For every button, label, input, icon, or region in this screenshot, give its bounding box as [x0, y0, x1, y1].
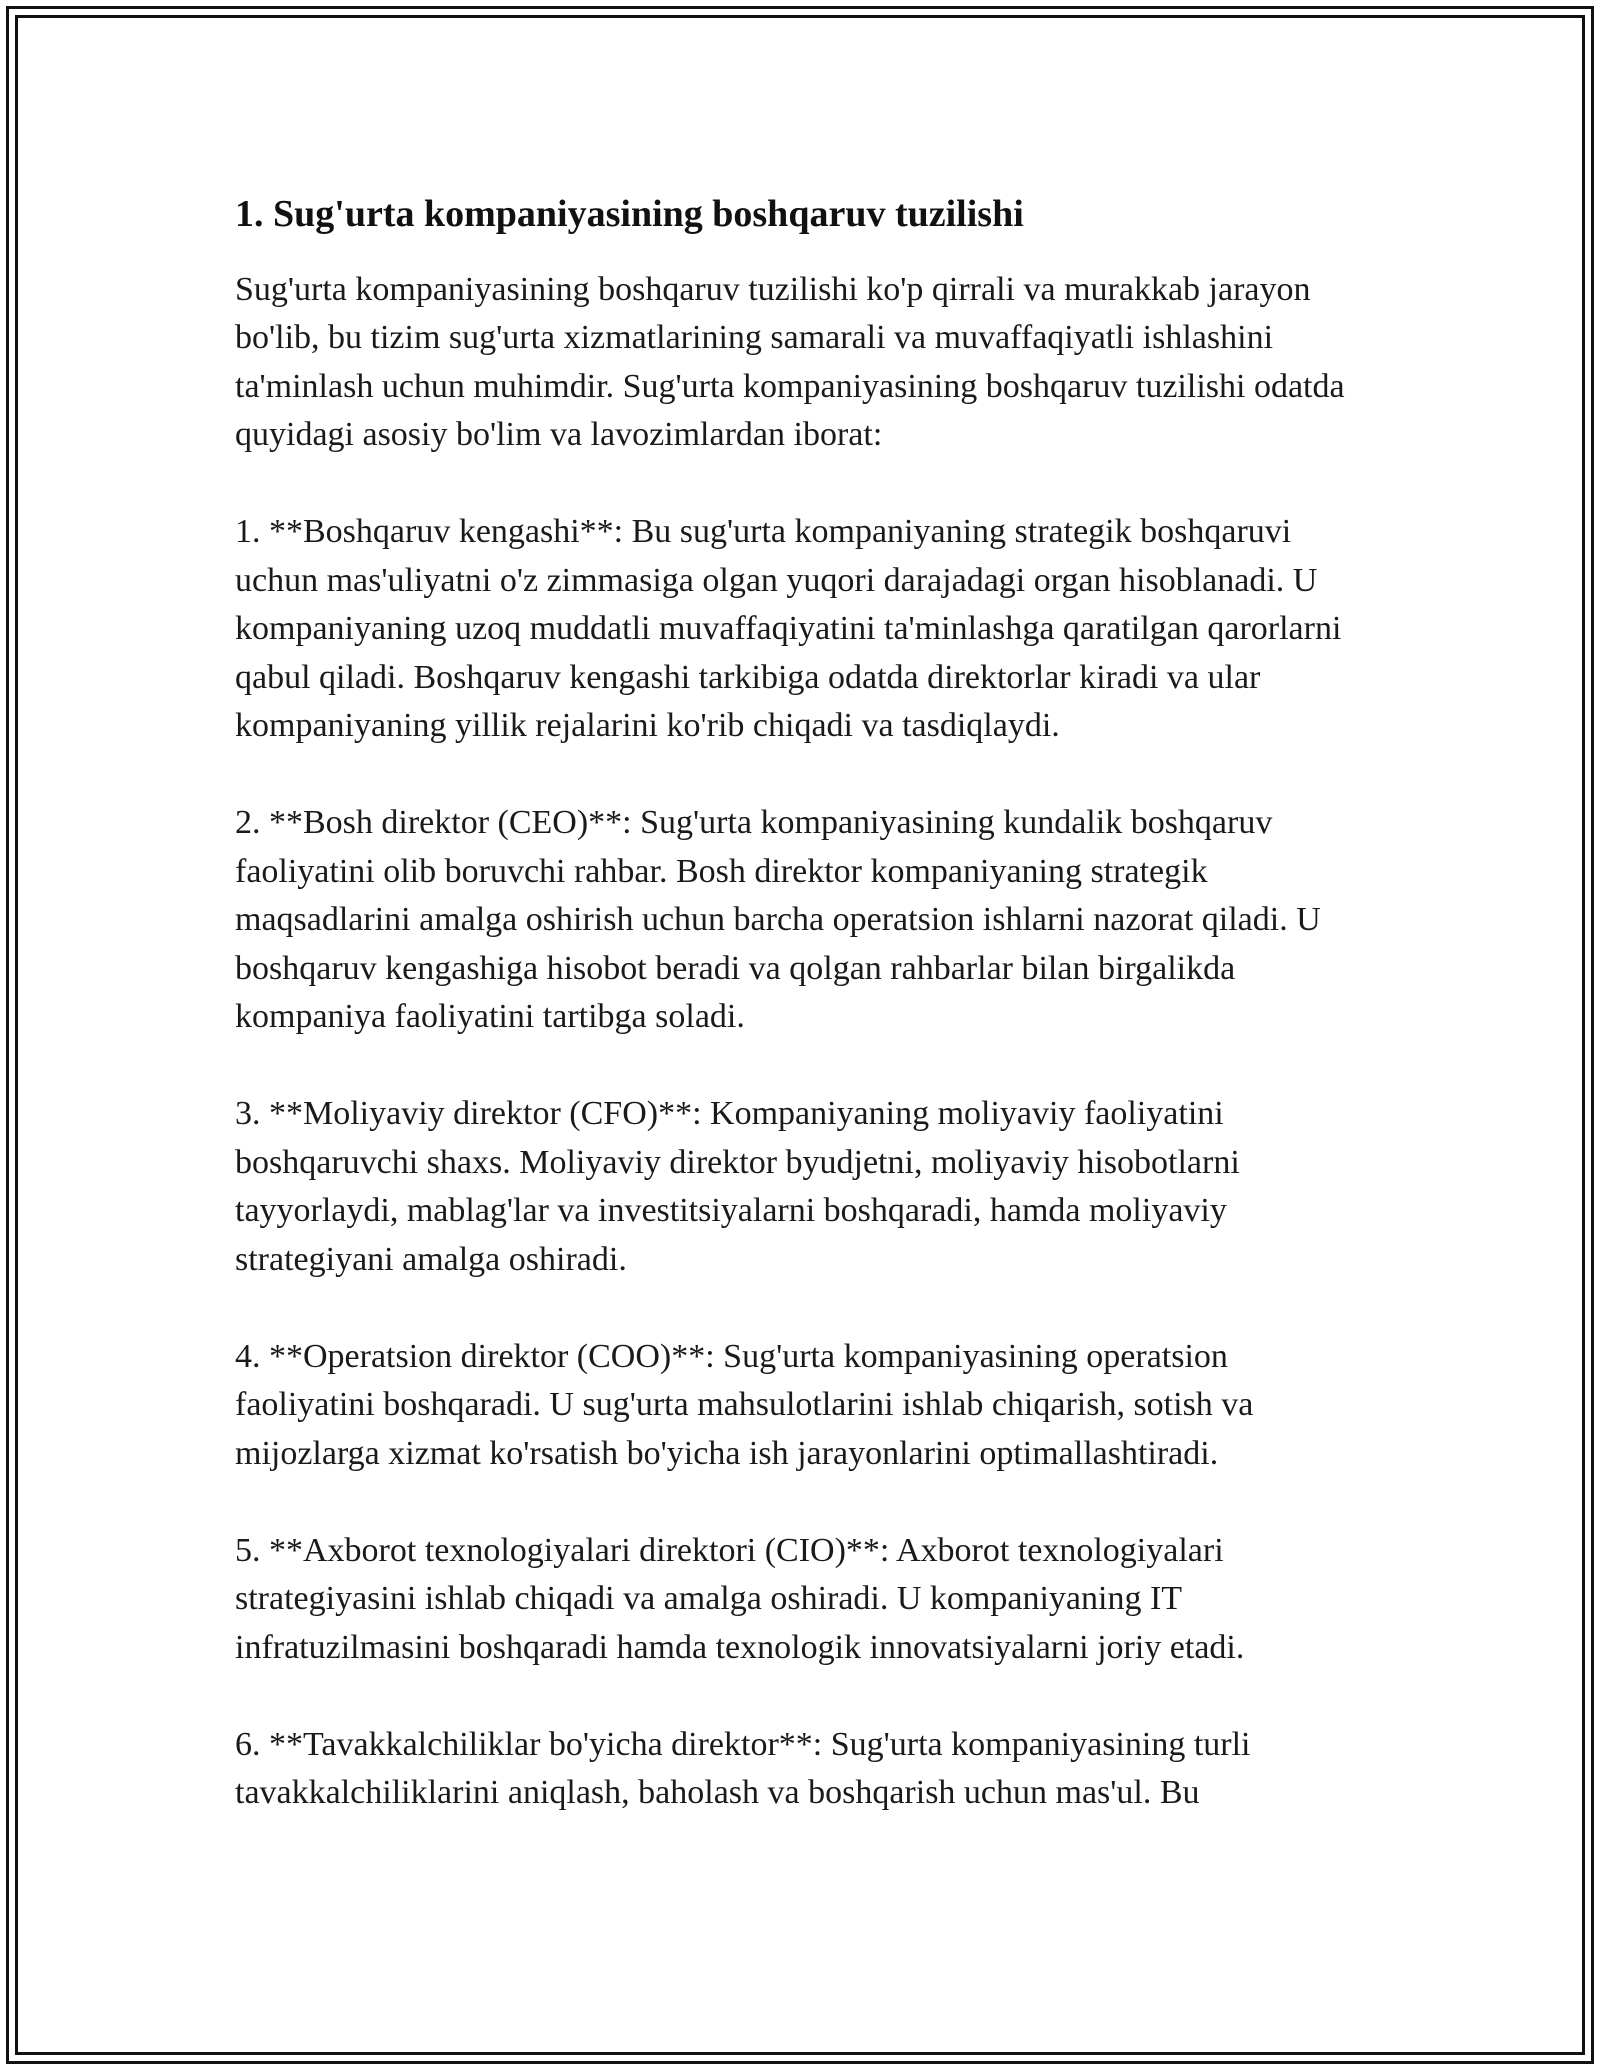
document-body [235, 180, 1375, 1866]
list-item-ceo: 2. **Bosh direktor (CEO)**: Sug'urta kompaniyasining kundalik boshqaruv faoliyatini olib boruvchi rahbar. Bosh direktor kompaniyaning strategik maqsadlarini amalga oshirish uchun barcha operatsion ishlarni nazorat qiladi. U boshqaruv kengashiga hisobot beradi va qolgan rahbarlar bilan birgalikda kompaniya faoliyatini tartibga soladi. [235, 804, 1321, 1036]
list-item-cfo: 3. **Moliyaviy direktor (CFO)**: Kompaniyaning moliyaviy faoliyatini boshqaruvchi shaxs. Moliyaviy direktor byudjetni, moliyaviy hisobotlarni tayyorlaydi, mablag'lar va investitsiyalarni boshqaradi, hamda moliyaviy strategiyani amalga oshiradi. [235, 1095, 1240, 1278]
intro-paragraph: Sug'urta kompaniyasining boshqaruv tuzilishi ko'p qirrali va murakkab jarayon bo'lib, bu tizim sug'urta xizmatlarining samarali va muvaffaqiyatli ishlashini ta'minlash uchun muhimdir. Sug'urta kompaniyasining boshqaruv tuzilishi odatda quyidagi asosiy bo'lim va lavozimlardan iborat: [235, 270, 1345, 454]
list-item-coo: 4. **Operatsion direktor (COO)**: Sug'urta kompaniyasining operatsion faoliyatini boshqaradi. U sug'urta mahsulotlarini ishlab chiqarish, sotish va mijozlarga xizmat ko'rsatish bo'yicha ish jarayonlarini optimallashtiradi. [235, 1337, 1254, 1472]
list-item-cio: 5. **Axborot texnologiyalari direktori (CIO)**: Axborot texnologiyalari strategiyasini ishlab chiqadi va amalga oshiradi. U kompaniyaning IT infratuzilmasini boshqaradi hamda texnologik innovatsiyalarni joriy etadi. [235, 1531, 1245, 1666]
section-heading: 1. Sug'urta kompaniyasining boshqaruv tuzilishi [235, 193, 1024, 235]
list-item-boshqaruv-kengashi: 1. **Boshqaruv kengashi**: Bu sug'urta kompaniyaning strategik boshqaruvi uchun mas'uliyatni o'z zimmasiga olgan yuqori darajadagi organ hisoblanadi. U kompaniyaning uzoq muddatli muvaffaqiyatini ta'minlashga qaratilgan qarorlarni qabul qiladi. Boshqaruv kengashi tarkibiga odatda direktorlar kiradi va ular kompaniyaning yillik rejalarini ko'rib chiqadi va tasdiqlaydi. [235, 513, 1342, 745]
list-item-risk-director: 6. **Tavakkalchiliklar bo'yicha direktor**: Sug'urta kompaniyasining turli tavakkalchiliklarini aniqlash, baholash va boshqarish uchun mas'ul. Bu [235, 1725, 1251, 1812]
